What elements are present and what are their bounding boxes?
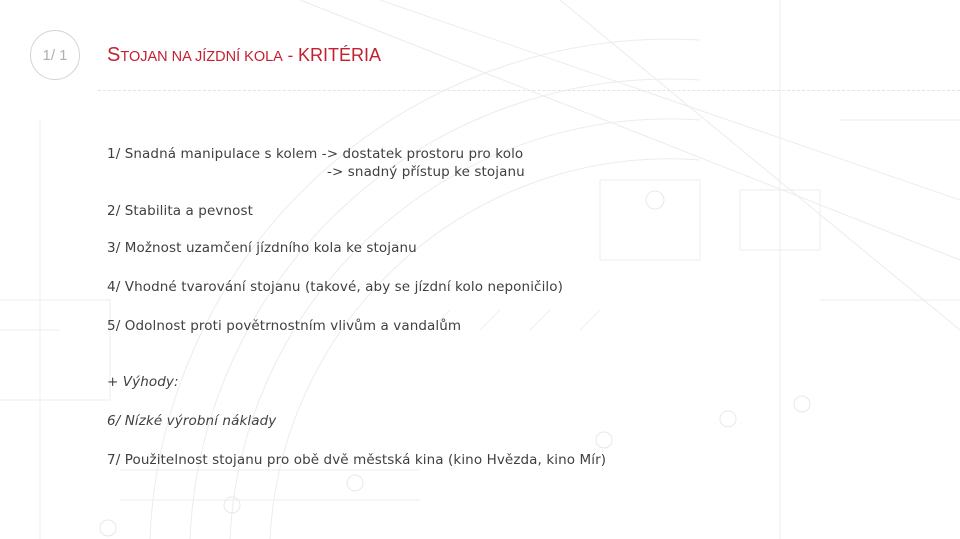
criterion-1-continuation: -> snadný přístup ke stojanu — [327, 164, 525, 180]
advantage-7: 7/ Použitelnost stojanu pro obě dvě městská kina (kino Hvězda, kino Mír) — [107, 452, 607, 468]
criterion-4: 4/ Vhodné tvarování stojanu (takové, aby se jízdní kolo neponičilo) — [107, 279, 564, 295]
page-number-badge — [30, 30, 80, 80]
criterion-1: 1/ Snadná manipulace s kolem -> dostatek prostoru pro kolo — [107, 146, 524, 162]
criterion-5: 5/ Odolnost proti povětrnostním vlivům a vandalům — [107, 318, 462, 334]
title-divider — [98, 90, 960, 91]
advantages-heading: + Výhody: — [107, 374, 179, 390]
page-number: 1/ 1 — [42, 46, 68, 64]
title-second: KRITÉRIA — [297, 45, 381, 65]
title-separator: - — [282, 46, 298, 65]
slide-title — [107, 44, 381, 67]
advantage-6: 6/ Nízké výrobní náklady — [107, 413, 277, 429]
criterion-2: 2/ Stabilita a pevnost — [107, 203, 254, 219]
criterion-3: 3/ Možnost uzamčení jízdního kola ke stojanu — [107, 240, 417, 256]
title-first-rest: TOJAN NA JÍZDNÍ KOLA — [120, 49, 283, 65]
title-first-letter: S — [107, 44, 121, 66]
